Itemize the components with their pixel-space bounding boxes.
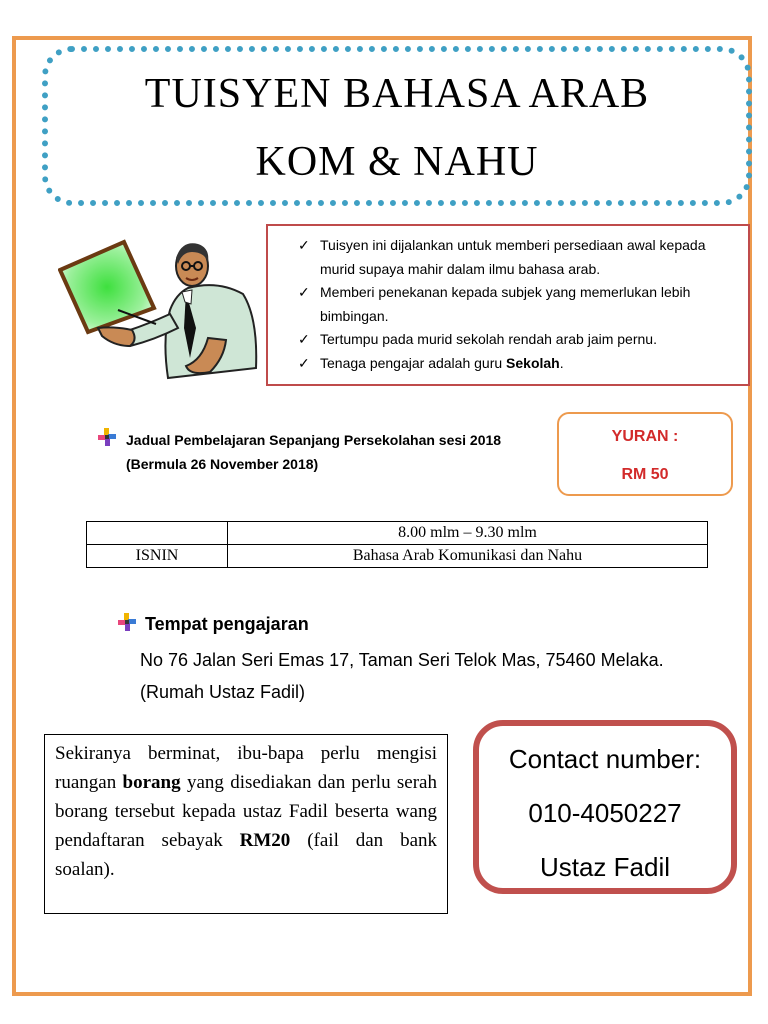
contact-number: 010-4050227 xyxy=(528,798,682,828)
table-cell xyxy=(87,522,228,545)
info-item: ✓ Memberi penekanan kepada subjek yang memerlukan lebih bimbingan. xyxy=(298,281,738,328)
info-item: ✓ Tenaga pengajar adalah guru Sekolah. xyxy=(298,352,738,376)
schedule-heading xyxy=(126,428,501,476)
page-subtitle: KOM & NAHU xyxy=(255,139,539,185)
fee-label: YURAN : xyxy=(611,428,679,445)
teacher-pointing-board-icon xyxy=(58,228,260,388)
schedule-time: 8.00 mlm – 9.30 mlm xyxy=(228,522,708,545)
contact-name: Ustaz Fadil xyxy=(539,852,671,882)
registration-box: Sekiranya berminat, ibu-bapa perlu mengisi ruangan borang yang disediakan dan perlu serah borang tersebut kepada ustaz Fadil beserta wang pendaftaran sebayak RM20 (fail dan bank soalan). xyxy=(44,734,448,914)
contact-label: Contact number: xyxy=(508,744,702,774)
info-list xyxy=(268,226,748,375)
title-banner xyxy=(42,46,752,206)
table-row xyxy=(87,522,708,545)
checkmark-icon: ✓ xyxy=(298,354,310,371)
checkmark-icon: ✓ xyxy=(298,284,310,300)
location-title: Tempat pengajaran xyxy=(145,614,309,634)
table-row xyxy=(87,545,708,568)
schedule-start-date: (Bermula 26 November 2018) xyxy=(126,456,319,472)
checkmark-icon: ✓ xyxy=(298,331,310,347)
info-item: ✓ Tuisyen ini dijalankan untuk memberi persediaan awal kepada murid supaya mahir dalam ilmu bahasa arab. xyxy=(298,234,738,281)
schedule-session: Jadual Pembelajaran Sepanjang Persekolahan sesi 2018 xyxy=(126,432,502,448)
pinwheel-bullet-icon xyxy=(98,428,116,446)
fee-amount: RM 50 xyxy=(621,466,669,483)
schedule-day: ISNIN xyxy=(87,545,228,568)
schedule-table xyxy=(86,521,708,568)
schedule-subject: Bahasa Arab Komunikasi dan Nahu xyxy=(228,545,708,568)
location-address: No 76 Jalan Seri Emas 17, Taman Seri Telok Mas, 75460 Melaka. (Rumah Ustaz Fadil) xyxy=(140,650,664,702)
checkmark-icon: ✓ xyxy=(298,237,310,253)
fee-box xyxy=(557,412,733,496)
contact-box xyxy=(473,720,737,894)
info-item: ✓ Tertumpu pada murid sekolah rendah arab jaim pernu. xyxy=(298,328,738,352)
info-box xyxy=(266,224,750,386)
page-title: TUISYEN BAHASA ARAB xyxy=(144,71,650,117)
pinwheel-bullet-icon xyxy=(118,613,136,631)
